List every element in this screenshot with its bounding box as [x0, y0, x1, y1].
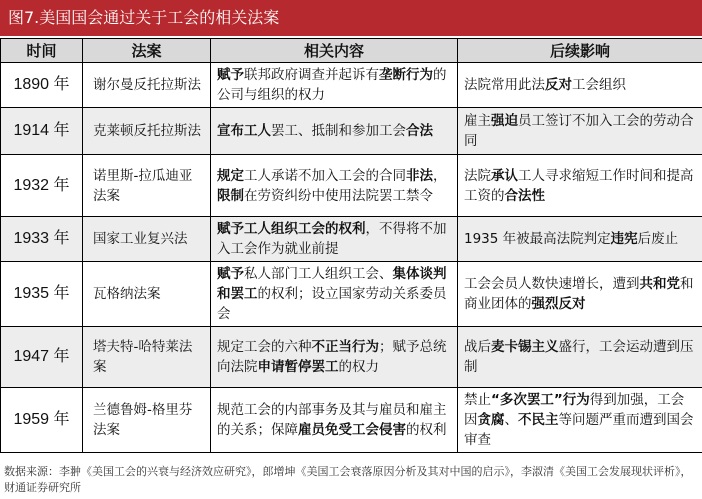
header-content: 相关内容 [211, 39, 458, 63]
impact-cell [458, 217, 702, 262]
text-segment: 1935 年被最高法院判定 [464, 231, 611, 247]
text-segment: 的公司与组织的权力 [217, 67, 447, 103]
year-cell: 1933 年 [1, 217, 83, 262]
bold-text: 贪腐 [477, 412, 505, 428]
impact-cell [458, 388, 702, 453]
text-segment: 工人承诺不加入工会的合同 [244, 167, 406, 184]
content-cell [211, 63, 458, 108]
source-note: 数据来源：李翀《美国工会的兴衰与经济效应研究》，郎增坤《美国工会衰落原因分析及其对中国的启示》，李淑清《美国工会发展现状评析》，财通证券研究所 [4, 465, 692, 494]
bold-text: 麦卡锡主义 [491, 339, 559, 355]
year-cell: 1890 年 [1, 63, 83, 108]
bold-text: 承认 [491, 167, 518, 184]
text-segment: 的权力 [338, 359, 379, 375]
bold-text: 反对 [545, 77, 572, 93]
table-row [1, 108, 702, 155]
year-cell: 1935 年 [1, 262, 83, 327]
bold-text: 合法性 [504, 187, 545, 204]
text-segment: 得到加强，工会因 [464, 392, 685, 428]
bold-text: 赋予工人组织工会的权利 [217, 221, 366, 237]
impact-cell [458, 108, 702, 155]
bold-text: 违宪 [610, 231, 638, 247]
text-segment: 、 [504, 412, 518, 428]
year-cell: 1914 年 [1, 108, 83, 155]
text-segment: 在劳资纠纷中使用法院罢工禁令 [244, 187, 433, 204]
table-row [1, 388, 702, 453]
bold-text: 合法 [406, 123, 433, 139]
header-impact: 后续影响 [458, 39, 702, 63]
impact-cell [458, 327, 702, 388]
law-cell: 谢尔曼反托拉斯法 [83, 63, 211, 108]
bold-text: 集体谈判和罢工 [217, 266, 447, 302]
bold-text: 共和党 [639, 276, 680, 292]
table-row [1, 155, 702, 217]
text-segment: 等问题严重而遭到国会审查 [464, 412, 694, 448]
law-cell: 塔夫特-哈特莱法案 [83, 327, 211, 388]
bold-text: 限制 [217, 187, 244, 204]
text-segment: 工会会员人数快速增长，遭到 [464, 276, 640, 292]
table-header-row [1, 39, 702, 63]
bold-text: 赋予 [217, 266, 244, 282]
text-segment: 规范工会的内部事务及其与雇员和雇主的关系；保障 [217, 402, 447, 438]
text-segment: 和商业团体的 [464, 276, 694, 312]
content-cell [211, 327, 458, 388]
content-cell [211, 262, 458, 327]
bold-text: 雇员免受工会侵害 [298, 422, 406, 438]
year-cell: 1959 年 [1, 388, 83, 453]
bold-text: 宣布工人 [217, 123, 271, 139]
impact-cell [458, 155, 702, 217]
text-segment: 法院常用此法 [464, 77, 545, 93]
text-segment: 禁止 [464, 392, 491, 408]
bold-text: 不民主 [518, 412, 559, 428]
impact-cell [458, 262, 702, 327]
bold-text: 非法 [406, 167, 433, 184]
bold-text: 赋予 [217, 67, 244, 83]
text-segment: 工人寻求缩短工作时间和提高工资的 [464, 167, 694, 204]
table-row [1, 262, 702, 327]
law-cell: 兰德鲁姆-格里芬法案 [83, 388, 211, 453]
bold-text: 强烈反对 [531, 296, 586, 312]
content-cell [211, 217, 458, 262]
text-segment: 联邦政府调查并起诉有 [244, 67, 379, 83]
text-segment: 工会组织 [572, 77, 626, 93]
year-cell: 1932 年 [1, 155, 83, 217]
table-title: 图7.美国国会通过关于工会的相关法案 [0, 0, 702, 36]
text-segment: 盛行，工会运动遭到压制 [464, 339, 694, 375]
law-cell: 国家工业复兴法 [83, 217, 211, 262]
table-row [1, 217, 702, 262]
content-cell [211, 108, 458, 155]
text-segment: 雇主 [464, 113, 491, 129]
text-segment: ；赋予总统向法院 [217, 339, 447, 375]
law-cell: 瓦格纳法案 [83, 262, 211, 327]
text-segment: 战后 [464, 339, 491, 355]
text-segment: ，不得将不加入工会作为就业前提 [217, 221, 447, 257]
header-law: 法案 [83, 39, 211, 63]
text-segment: ， [433, 167, 447, 184]
table-row [1, 63, 702, 108]
text-segment: 的权利 [406, 422, 447, 438]
text-segment: 私人部门工人组织工会、 [244, 266, 393, 282]
bold-text: 不正当行为 [311, 339, 379, 355]
content-cell [211, 155, 458, 217]
law-cell: 诺里斯-拉瓜迪亚法案 [83, 155, 211, 217]
bold-text: “多次罢工”行为 [491, 392, 590, 408]
impact-cell [458, 63, 702, 108]
table-row [1, 327, 702, 388]
text-segment: 罢工、抵制和参加工会 [271, 123, 406, 139]
law-cell: 克莱顿反托拉斯法 [83, 108, 211, 155]
text-segment: 规定工会的六种 [217, 339, 312, 355]
bold-text: 申请暂停罢工 [257, 359, 339, 375]
header-time: 时间 [1, 39, 83, 63]
text-segment: 法院 [464, 167, 491, 184]
text-segment: 的权利；设立国家劳动关系委员会 [217, 286, 447, 322]
bold-text: 规定 [217, 167, 244, 184]
content-cell [211, 388, 458, 453]
text-segment: 后废止 [637, 231, 679, 247]
year-cell: 1947 年 [1, 327, 83, 388]
table-body [1, 63, 702, 453]
labor-law-table [0, 38, 702, 453]
text-segment: 员工签订不加入工会的劳动合同 [464, 113, 694, 149]
bold-text: 垄断行为 [379, 67, 433, 83]
bold-text: 强迫 [491, 113, 518, 129]
